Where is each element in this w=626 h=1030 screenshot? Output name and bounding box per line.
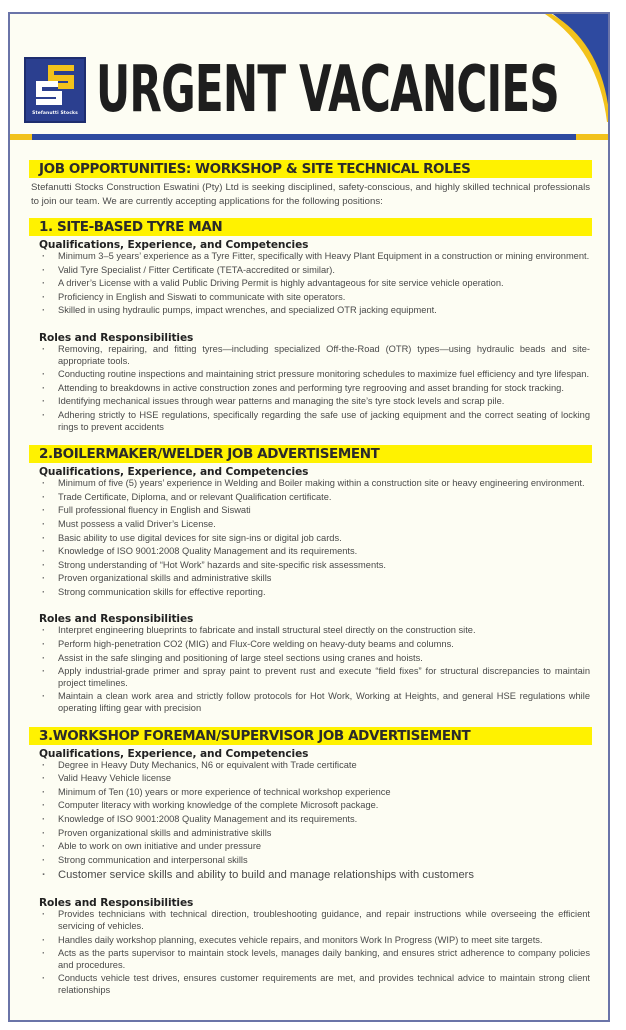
company-logo xyxy=(24,57,86,123)
job-title-band xyxy=(29,445,592,463)
roles-heading: Roles and Responsibilities xyxy=(39,613,194,626)
list-item: · Able to work on own initiative and under pressure xyxy=(58,841,590,853)
list-item: · Interpret engineering blueprints to fabricate and install structural steel directly on the construction site. xyxy=(58,625,590,637)
list-item: · A driver’s License with a valid Public Driving Permit is highly advantageous for site service vehicle operation. xyxy=(58,278,590,290)
qualifications-list xyxy=(36,478,590,598)
list-item: · Computer literacy with working knowledge of the complete Microsoft package. xyxy=(58,800,590,812)
roles-list xyxy=(36,909,590,996)
ss-monogram-icon xyxy=(34,63,76,107)
qualifications-heading: Qualifications, Experience, and Competencies xyxy=(39,239,309,251)
qualifications-heading: Qualifications, Experience, and Competencies xyxy=(39,747,309,760)
job-title-band xyxy=(29,218,592,236)
roles-heading: Roles and Responsibilities xyxy=(39,331,194,344)
logo-caption: Stefanutti Stocks xyxy=(32,111,78,116)
list-item: · Must possess a valid Driver’s License. xyxy=(58,519,590,531)
poster-title: URGENT VACANCIES xyxy=(96,52,559,127)
list-item: · Full professional fluency in English and Siswati xyxy=(58,505,590,517)
job-title: 1. SITE-BASED TYRE MAN xyxy=(39,219,223,235)
list-item: · Knowledge of ISO 9001:2008 Quality Management and its requirements. xyxy=(58,546,590,558)
intro-heading: JOB OPPORTUNITIES: WORKSHOP & SITE TECHNICAL ROLES xyxy=(39,161,471,177)
list-item: · Removing, repairing, and fitting tyres—including specialized Off-the-Road (OTR) types—using hydraulic beads and site-appropriate tools. xyxy=(58,344,590,367)
list-item: · Basic ability to use digital devices for site sign-ins or digital job cards. xyxy=(58,533,590,545)
list-item: · Skilled in using hydraulic pumps, impact wrenches, and specialized OTR jacking equipment. xyxy=(58,305,590,317)
list-item: · Minimum 3–5 years’ experience as a Tyre Fitter, specifically with Heavy Plant Equipment in a construction or mining environment. xyxy=(58,251,590,263)
list-item: · Maintain a clean work area and strictly follow protocols for Hot Work, Working at Heights, and general HSE regulations while operating lifting gear with precision xyxy=(58,691,590,714)
list-item: · Acts as the parts supervisor to maintain stock levels, manages daily banking, and ensures strict adherence to company policies and procedures. xyxy=(58,948,590,971)
list-item: · Valid Tyre Specialist / Fitter Certificate (TETA-accredited or similar). xyxy=(58,265,590,277)
roles-list xyxy=(36,625,590,714)
list-item: · Customer service skills and ability to build and manage relationships with customers xyxy=(58,868,590,882)
list-item: · Handles daily workshop planning, executes vehicle repairs, and monitors Work In Progress (WIP) to meet site targets. xyxy=(58,935,590,947)
qualifications-list xyxy=(36,251,590,317)
job-section-tyre-man xyxy=(36,218,590,433)
list-item: · Proficiency in English and Siswati to communicate with site operators. xyxy=(58,292,590,304)
list-item: · Proven organizational skills and administrative skills xyxy=(58,573,590,585)
poster-content xyxy=(31,160,590,999)
list-item: · Conducting routine inspections and maintaining strict pressure monitoring schedules to maximize fuel efficiency and tyre lifespan. xyxy=(58,369,590,381)
list-item: · Adhering strictly to HSE regulations, specifically regarding the safe use of jacking equipment and the correct seating of locking rings to prevent accidents xyxy=(58,410,590,433)
job-title: 2.BOILERMAKER/WELDER JOB ADVERTISEMENT xyxy=(39,446,380,463)
list-item: · Minimum of five (5) years’ experience in Welding and Boiler making within a construction site or heavy engineering environment. xyxy=(58,478,590,490)
list-item: · Degree in Heavy Duty Mechanics, N6 or equivalent with Trade certificate xyxy=(58,760,590,772)
list-item: · Trade Certificate, Diploma, and or relevant Qualification certificate. xyxy=(58,492,590,504)
job-section-boilermaker-welder xyxy=(36,445,590,715)
vacancy-poster xyxy=(8,12,610,1022)
list-item: · Conducts vehicle test drives, ensures customer requirements are met, and provides technical advice to maintain strong client relationships xyxy=(58,973,590,996)
list-item: · Minimum of Ten (10) years or more experience of technical workshop experience xyxy=(58,787,590,799)
roles-list xyxy=(36,344,590,433)
intro-heading-band xyxy=(29,160,592,178)
poster-header xyxy=(24,50,608,130)
list-item: · Perform high-penetration CO2 (MIG) and Flux-Core welding on heavy-duty beams and columns. xyxy=(58,639,590,651)
roles-heading: Roles and Responsibilities xyxy=(39,897,194,910)
header-divider xyxy=(10,134,608,140)
list-item: · Assist in the safe slinging and positioning of large steel sections using cranes and hoists. xyxy=(58,653,590,665)
list-item: · Strong communication and interpersonal skills xyxy=(58,855,590,867)
list-item: · Apply industrial-grade primer and spray paint to prevent rust and execute “field fixes” for structural discrepancies to maintain project timelines. xyxy=(58,666,590,689)
list-item: · Provides technicians with technical direction, troubleshooting guidance, and repair instructions while overseeing the efficient servicing of vehicles. xyxy=(58,909,590,932)
qualifications-heading: Qualifications, Experience, and Competencies xyxy=(39,466,309,479)
list-item: · Attending to breakdowns in active construction zones and performing tyre regrooving and asset branding for stock tracking. xyxy=(58,383,590,395)
job-title: 3.WORKSHOP FOREMAN/SUPERVISOR JOB ADVERTISEMENT xyxy=(39,727,471,744)
list-item: · Strong understanding of “Hot Work” hazards and site-specific risk assessments. xyxy=(58,560,590,572)
job-section-workshop-foreman xyxy=(36,727,590,997)
list-item: · Proven organizational skills and administrative skills xyxy=(58,828,590,840)
intro-text: Stefanutti Stocks Construction Eswatini (Pty) Ltd is seeking disciplined, safety-conscious, and highly skilled technical professionals to join our team. We are currently accepting applications for the following positions: xyxy=(31,182,590,207)
list-item: · Valid Heavy Vehicle license xyxy=(58,773,590,785)
list-item: · Identifying mechanical issues through wear patterns and managing the site’s tyre stock levels and scrap pile. xyxy=(58,396,590,408)
qualifications-list xyxy=(36,760,590,883)
list-item: · Knowledge of ISO 9001:2008 Quality Management and its requirements. xyxy=(58,814,590,826)
job-title-band xyxy=(29,727,592,745)
list-item: · Strong communication skills for effective reporting. xyxy=(58,587,590,599)
